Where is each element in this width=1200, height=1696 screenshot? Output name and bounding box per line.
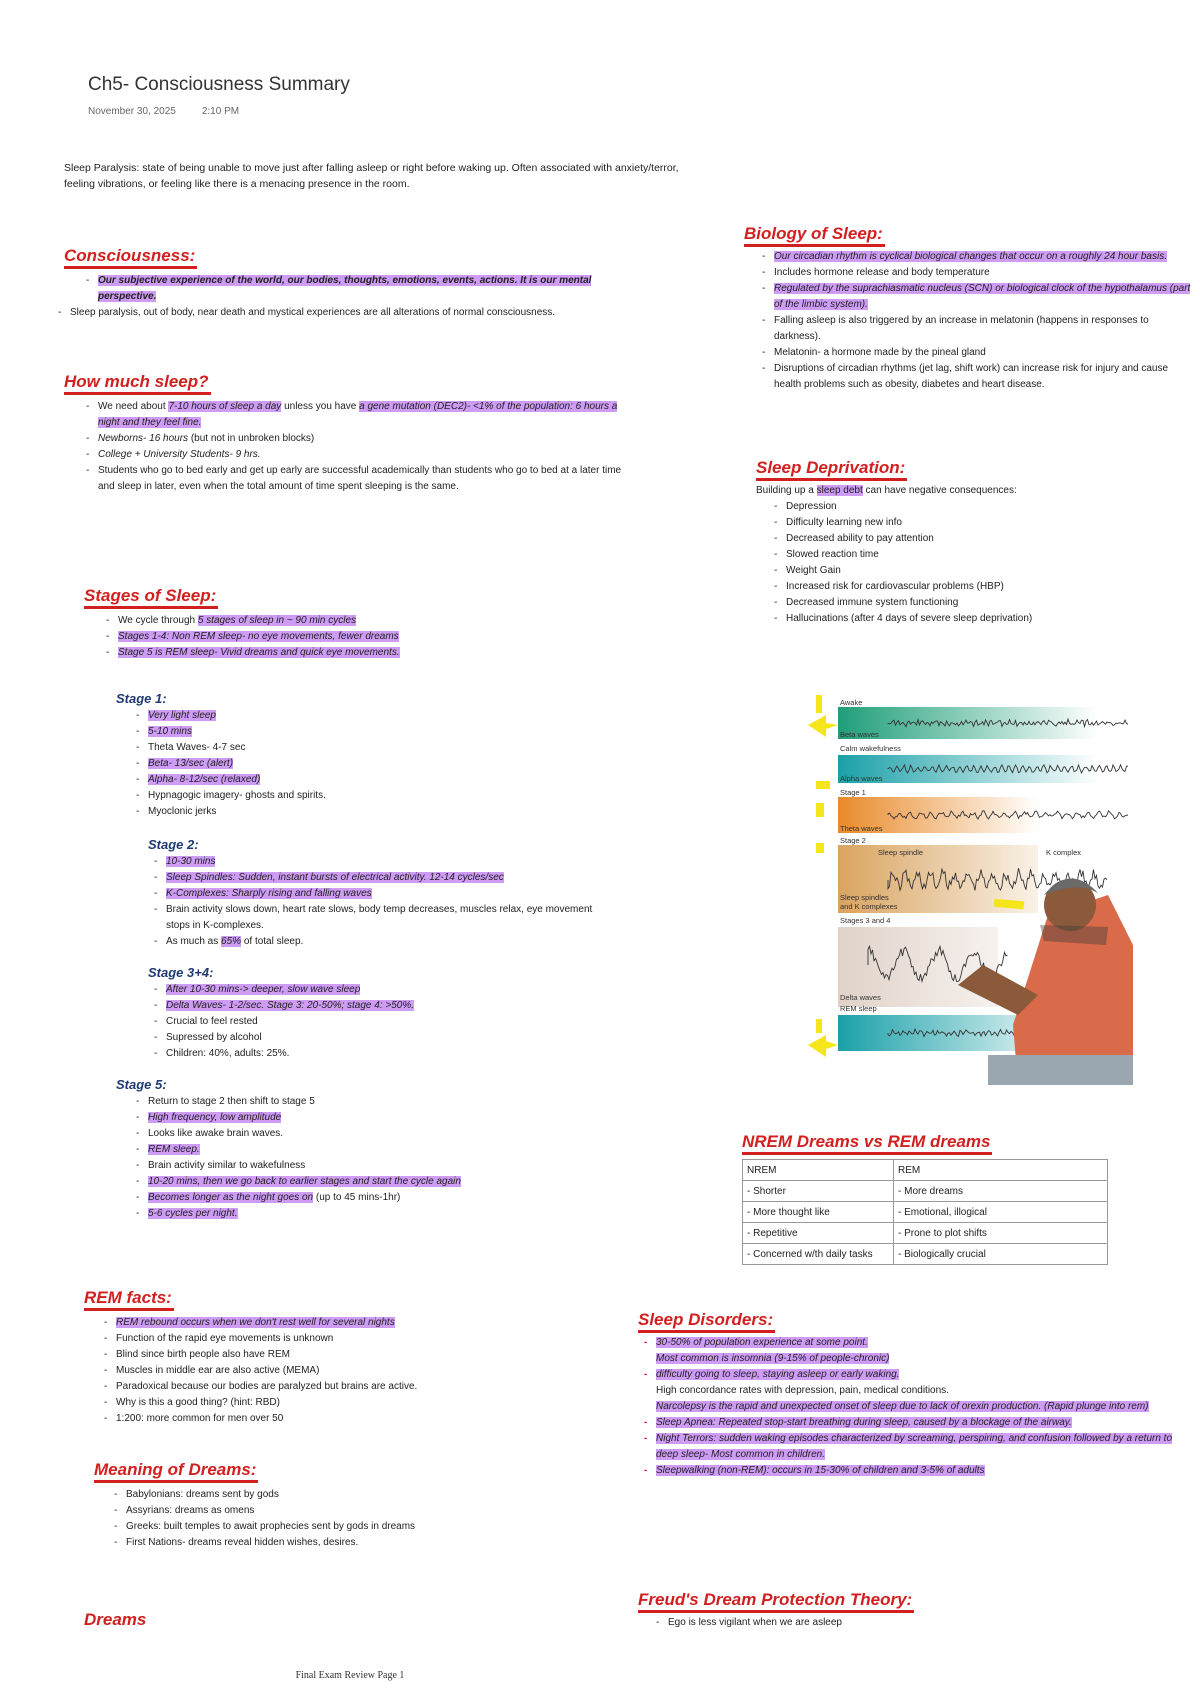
stage-5-list [130,1094,616,1222]
freud-heading: Freud's Dream Protection Theory: [638,1590,914,1613]
stage-2-list [148,854,608,950]
highlight: 5-10 mins [148,726,192,737]
list-item [638,1367,1190,1415]
text: Building up a [756,485,817,496]
list-item [130,788,636,804]
deprivation-section [756,458,1176,627]
eeg-label-kcomplex: K complex [1046,848,1082,857]
disorders-list [638,1335,1190,1479]
stage-1-heading: Stage 1: [116,691,167,706]
list-text: Sleep paralysis, out of body, near death and mystical experiences are all alterations of normal consciousness. [70,307,556,318]
list-item [148,902,608,934]
list-item [756,345,1194,361]
consciousness-list-2 [64,305,624,321]
nrem-rem-heading: NREM Dreams vs REM dreams [742,1132,992,1155]
highlight: Stages 1-4: Non REM sleep- no eye movements, fewer dreams [118,631,399,642]
text: 1:200: more common for men over 50 [116,1413,284,1424]
text: Newborns- 16 hours [98,433,189,444]
meaning-heading: Meaning of Dreams: [94,1460,258,1483]
freud-list [650,1615,1190,1631]
list-item [130,1110,616,1126]
eeg-label-kcomplexes: and K complexes [840,902,898,911]
deprivation-list [768,499,1176,627]
table-cell: - Biologically crucial [894,1244,1108,1265]
list-item [98,1379,584,1395]
highlight: After 10-30 mins-> deeper, slow wave sleep [166,984,361,995]
list-item [80,431,624,447]
list-item [756,361,1194,393]
text: can have negative consequences: [862,485,1017,496]
stages-heading: Stages of Sleep: [84,586,218,609]
stage-34-section [148,964,608,1062]
list-item [130,1206,616,1222]
highlight: 10-30 mins [166,856,216,867]
list-item: - Difficulty learning new info [768,515,1176,531]
intro-paragraph: Sleep Paralysis: state of being unable to move just after falling asleep or right before waking up. Often associated with anxiety/terror, feeling vibrations, or feeling like there is a menacing presence in the room. [64,162,679,190]
list-item [148,1046,608,1062]
eeg-label-spindle: Sleep spindle [878,848,924,857]
deprivation-lead [756,483,1176,499]
eeg-label-theta: Theta waves [840,824,883,833]
list-item [756,281,1194,313]
text: Theta Waves- 4-7 sec [148,742,246,753]
table-row [743,1202,1108,1223]
biology-heading: Biology of Sleep: [744,224,885,247]
list-item [52,305,624,321]
highlight: Narcolepsy is the rapid and unexpected onset of sleep due to lack of orexin production. (Rapid plunge into rem) [656,1401,1149,1412]
text: Hypnagogic imagery- ghosts and spirits. [148,790,326,801]
list-item [130,1174,616,1190]
how-much-sleep-section [64,372,624,495]
dreams-heading: Dreams [84,1610,147,1629]
text: We need about [98,401,169,412]
table-row [743,1223,1108,1244]
table-cell: - Shorter [743,1181,894,1202]
text: (but not in unbroken blocks) [188,433,315,444]
list-item [80,447,624,463]
stage-34-list [148,982,608,1062]
text: College + University Students- 9 hrs. [98,449,261,460]
highlight: Becomes longer as the night goes on [148,1192,314,1203]
rem-facts-list [98,1315,584,1427]
highlight: Regulated by the suprachiasmatic nucleus (SCN) or biological clock of the hypothalamus (part of the limbic system). [774,283,1191,310]
highlight: Sleep Apnea: Repeated stop-start breathing during sleep, caused by a blockage of the airway. [656,1417,1072,1428]
list-item [148,982,608,998]
stages-list [100,613,604,661]
list-item [98,1331,584,1347]
stage-34-heading: Stage 3+4: [148,965,214,980]
list-item: - Weight Gain [768,563,1176,579]
text: Melatonin- a hormone made by the pineal gland [774,347,986,358]
highlight: Most common is insomnia (9-15% of people-chronic) [656,1353,890,1364]
list-item [80,273,624,305]
disorders-section [638,1310,1190,1479]
list-item [130,708,636,724]
eeg-label-calm: Calm wakefulness [840,744,901,753]
table-cell: REM [894,1160,1108,1181]
eeg-label-rem: REM sleep [840,1004,877,1013]
stage-2-section [148,836,608,950]
text: Includes hormone release and body temperature [774,267,990,278]
list-item [130,1190,616,1206]
text: Paradoxical because our bodies are paralyzed but brains are active. [116,1381,418,1392]
eeg-label-alpha: Alpha waves [840,774,883,783]
text: Ego is less vigilant when we are asleep [668,1617,842,1628]
highlight: Delta Waves- 1-2/sec. Stage 3: 20-50%; stage 4: >50%. [166,1000,415,1011]
list-item: - Increased risk for cardiovascular problems (HBP) [768,579,1176,595]
text: Function of the rapid eye movements is unknown [116,1333,334,1344]
stages-section [84,586,604,661]
biology-list [756,249,1194,393]
meaning-section [94,1460,594,1551]
list-item: - Depression [768,499,1176,515]
eeg-label-stage34: Stages 3 and 4 [840,916,891,925]
nrem-rem-section [742,1132,1142,1265]
list-item [130,772,636,788]
table-cell: - More thought like [743,1202,894,1223]
list-item [638,1335,1190,1367]
text: Looks like awake brain waves. [148,1128,284,1139]
list-item [756,249,1194,265]
text: Disruptions of circadian rhythms (jet lag, shift work) can increase risk for injury and cause health problems such as obesity, diabetes and heart disease. [774,363,1169,390]
text: Brain activity similar to wakefulness [148,1160,306,1171]
list-item [638,1415,1190,1431]
text: Crucial to feel rested [166,1016,258,1027]
table-cell: - Repetitive [743,1223,894,1244]
stage-1-list [130,708,636,820]
how-much-heading: How much sleep? [64,372,211,395]
stage-5-heading: Stage 5: [116,1077,167,1092]
highlight: 10-20 mins, then we go back to earlier stages and start the cycle again [148,1176,461,1187]
highlight: 7-10 hours of sleep a day [168,401,282,412]
text: Muscles in middle ear are also active (MEMA) [116,1365,320,1376]
text: Return to stage 2 then shift to stage 5 [148,1096,315,1107]
highlight: Sleep Spindles: Sudden, instant bursts of electrical activity. 12-14 cycles/sec [166,872,504,883]
text: Students who go to bed early and get up early are successful academically than students who go to bed at a later time and sleep in later, even when the total amount of time spent sleeping is the same. [98,465,622,492]
rem-facts-section [84,1288,584,1427]
list-item [108,1519,594,1535]
highlight: Alpha- 8-12/sec (relaxed) [148,774,261,785]
list-item [100,613,604,629]
list-item: - Decreased immune system functioning [768,595,1176,611]
eeg-label-awake: Awake [840,698,863,707]
text: Brain activity slows down, heart rate slows, body temp decreases, muscles relax, eye movement stops in K-complexes. [166,904,593,931]
eeg-label-stage1: Stage 1 [840,788,866,797]
list-item [98,1363,584,1379]
text: Why is this a good thing? (hint: RBD) [116,1397,280,1408]
text: unless you have [281,401,360,412]
table-row [743,1181,1108,1202]
stage-2-heading: Stage 2: [148,837,199,852]
list-item: - Slowed reaction time [768,547,1176,563]
list-item [148,1014,608,1030]
stage-1-section [116,690,636,820]
text: Assyrians: dreams as omens [126,1505,255,1516]
highlight: Our subjective experience of the world, our bodies, thoughts, emotions, events, actions. It is our mental perspective. [98,275,592,302]
list-item [130,756,636,772]
text: Supressed by alcohol [166,1032,262,1043]
list-item [638,1431,1190,1463]
highlight: REM rebound occurs when we don't rest well for several nights [116,1317,395,1328]
highlight: High frequency, low amplitude [148,1112,282,1123]
list-item [108,1487,594,1503]
highlight: Night Terrors: sudden waking episodes characterized by screaming, perspiring, and confusion followed by a return to deep sleep- Most common in children. [656,1433,1173,1460]
list-item [100,629,604,645]
stage-5-section [116,1076,616,1222]
table-row [743,1160,1108,1181]
text: (up to 45 mins-1hr) [313,1192,401,1203]
list-item [80,399,624,431]
highlight: Very light sleep [148,710,216,721]
table-cell: - Concerned w/th daily tasks [743,1244,894,1265]
eeg-label-spindles: Sleep spindles [840,893,889,902]
list-item [130,1126,616,1142]
consciousness-heading: Consciousness: [64,246,197,269]
list-item [108,1535,594,1551]
eeg-label-stage2: Stage 2 [840,836,866,845]
highlight: 5 stages of sleep in ~ 90 min cycles [197,615,356,626]
list-item [80,463,624,495]
page-date [88,106,239,117]
list-item [148,1030,608,1046]
list-item [130,740,636,756]
table-cell: - More dreams [894,1181,1108,1202]
text: Babylonians: dreams sent by gods [126,1489,279,1500]
text: Falling asleep is also triggered by an increase in melatonin (happens in responses to darkness). [774,315,1149,342]
freud-section [638,1590,1190,1631]
highlight: Our circadian rhythm is cyclical biological changes that occur on a roughly 24 hour basis. [774,251,1167,262]
table-cell: - Prone to plot shifts [894,1223,1108,1244]
highlight: 65% [221,936,242,947]
highlight: a gene mutation (DEC2)- <1% of the population: 6 hours a night and they feel fine. [98,401,618,428]
dreams-section [84,1610,148,1630]
highlight: Stage 5 is REM sleep- Vivid dreams and quick eye movements. [118,647,400,658]
list-item [130,1094,616,1110]
list-item [108,1503,594,1519]
list-item [130,1142,616,1158]
eeg-sleep-stages-figure [808,695,1133,1090]
list-item [130,804,636,820]
list-item: - Hallucinations (after 4 days of severe sleep deprivation) [768,611,1176,627]
highlight: Beta- 13/sec (alert) [148,758,234,769]
list-item [148,854,608,870]
list-item [148,934,608,950]
rem-facts-heading: REM facts: [84,1288,174,1311]
list-item [130,724,636,740]
text: First Nations- dreams reveal hidden wishes, desires. [126,1537,359,1548]
eeg-label-beta: Beta waves [840,730,879,739]
list-item [98,1347,584,1363]
consciousness-list [80,273,624,305]
list-item [148,886,608,902]
text: Blind since birth people also have REM [116,1349,290,1360]
table-cell: NREM [743,1160,894,1181]
list-item: - Decreased ability to pay attention [768,531,1176,547]
list-item [98,1395,584,1411]
list-item [98,1315,584,1331]
highlight: 30-50% of population experience at some point. [656,1337,868,1348]
meaning-list [108,1487,594,1551]
list-item [756,265,1194,281]
text: Myoclonic jerks [148,806,217,817]
time-text: 2:10 PM [201,106,240,117]
highlight: REM sleep. [148,1144,200,1155]
list-item [148,870,608,886]
list-item [98,1411,584,1427]
how-much-list [80,399,624,495]
disorders-heading: Sleep Disorders: [638,1310,775,1333]
eeg-label-delta: Delta waves [840,993,881,1002]
text: Children: 40%, adults: 25%. [166,1048,290,1059]
list-item [638,1463,1190,1479]
highlight: Sleepwalking (non-REM): occurs in 15-30% of children and 3-5% of adults [656,1465,985,1476]
table-row [743,1244,1108,1265]
highlight: K-Complexes: Sharply rising and falling waves [166,888,372,899]
highlight: 5-6 cycles per night. [148,1208,238,1219]
date-text: November 30, 2025 [88,106,176,117]
page-footer: Final Exam Review Page 1 [295,1670,405,1681]
list-item [148,998,608,1014]
table-cell: - Emotional, illogical [894,1202,1108,1223]
biology-section [744,224,1194,393]
highlight: difficulty going to sleep, staying asleep or early waking. [656,1369,900,1380]
text: of total sleep. [241,936,304,947]
list-item [130,1158,616,1174]
list-item [650,1615,1190,1631]
text: Greeks: built temples to await prophecies sent by gods in dreams [126,1521,416,1532]
list-item [756,313,1194,345]
consciousness-section [64,246,624,321]
text: High concordance rates with depression, pain, medical conditions. [656,1385,949,1396]
highlight: sleep debt [816,485,863,496]
text: We cycle through [118,615,198,626]
list-item [100,645,604,661]
page-title: Ch5- Consciousness Summary [88,74,350,95]
eeg-figure-svg [808,695,1133,1085]
nrem-rem-table [742,1159,1108,1265]
deprivation-heading: Sleep Deprivation: [756,458,907,481]
text: As much as [166,936,222,947]
